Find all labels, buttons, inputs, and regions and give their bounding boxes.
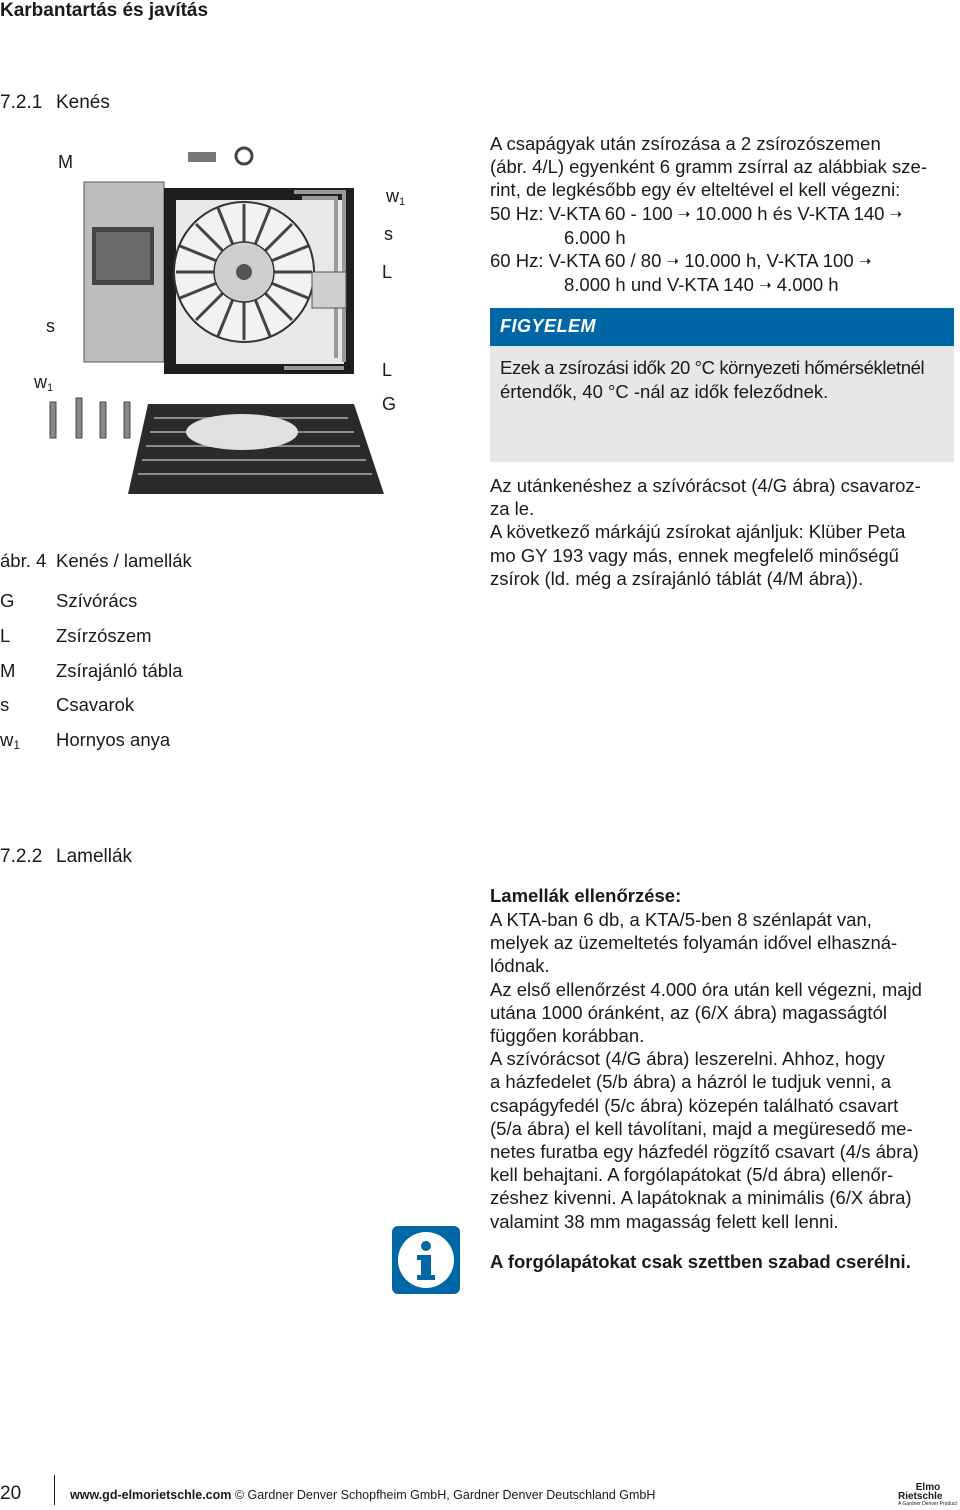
page-number: 20 — [0, 1483, 22, 1504]
text-line: zéshez kivenni. A lapátoknak a minimális (6/X ábra) — [490, 1187, 912, 1209]
text-line: 6.000 h — [564, 226, 626, 248]
text-line: melyek az üzemeltetés folyamán idővel elhaszná- — [490, 932, 898, 954]
regrease-paragraph — [490, 474, 921, 590]
caption-text: Zsírajánló tábla — [56, 660, 183, 681]
caption-item — [0, 729, 170, 752]
vanes-heading: Lamellák ellenőrzése: — [490, 885, 682, 906]
text-line: függően korábban. — [490, 1025, 645, 1047]
figure-label-w1-left-text: w — [34, 372, 47, 392]
figure-label-w1-top-sub: 1 — [399, 196, 406, 208]
figure-label-l-mid: L — [382, 360, 393, 380]
caption-key: M — [0, 660, 16, 681]
arrow-right-icon: ➝ — [858, 253, 872, 271]
section-title: Lamellák — [56, 846, 133, 867]
text-line: csapágyfedél (5/c ábra) közepén található csavart — [490, 1094, 899, 1116]
text-segment: 60 Hz: V-KTA 60 / 80 — [490, 250, 667, 272]
text-line: a házfedelet (5/b ábra) a házról le tudjuk venni, a — [490, 1071, 892, 1093]
page-header-title: Karbantartás és javítás — [0, 0, 209, 21]
footer-copyright: © Gardner Denver Schopfheim GmbH, Gardner Denver Deutschland GmbH — [231, 1488, 656, 1502]
text-line-60hz — [490, 249, 927, 273]
figure-label-s-left: s — [46, 316, 55, 336]
arrow-right-icon: ➝ — [759, 277, 772, 295]
figure-pump-lubrication — [34, 132, 464, 502]
caption-item — [0, 660, 182, 682]
footer-url[interactable]: www.gd-elmorietschle.com — [70, 1488, 232, 1502]
caption-text: Zsírzószem — [56, 625, 152, 646]
figure-caption — [0, 550, 192, 572]
caption-item — [0, 590, 137, 612]
caption-item — [0, 625, 152, 647]
text-line: A KTA-ban 6 db, a KTA/5-ben 8 szénlapát van, — [490, 909, 872, 930]
text-line: rint, de legkésőbb egy év elteltével el kell végezni: — [490, 179, 901, 201]
text-line: valamint 38 mm magasság felett kell lenni. — [490, 1210, 839, 1232]
text-line: Az első ellenőrzést 4.000 óra után kell végezni, majd — [490, 978, 922, 1000]
text-line: kell behajtani. A forgólapátokat (5/d ábra) ellenőr- — [490, 1164, 894, 1186]
elmo-rietschle-logo — [898, 1483, 958, 1509]
text-line: (5/a ábra) el kell távolítani, majd a megüresedő me- — [490, 1117, 913, 1139]
text-line: Az utánkenéshez a szívórácsot (4/G ábra) csavaroz- — [490, 475, 921, 496]
figure-label-l-top: L — [382, 262, 393, 282]
text-line: (ábr. 4/L) egyenként 6 gramm zsírral az alábbiak sze- — [490, 156, 927, 178]
text-segment: 10.000 h és V-KTA 140 — [690, 202, 890, 224]
arrow-right-icon: ➝ — [889, 205, 903, 223]
section-heading-lubrication — [0, 92, 110, 114]
text-line: A szívórácsot (4/G ábra) leszerelni. Ahhoz, hogy — [490, 1048, 885, 1070]
figure-label-w1-left — [34, 372, 53, 394]
footer-divider — [54, 1475, 55, 1505]
footer-text — [70, 1488, 655, 1502]
caption-text: Hornyos anya — [56, 729, 171, 750]
text-line: lódnak. — [490, 955, 550, 977]
caption-key: G — [0, 590, 15, 611]
figure-label-w1-top — [386, 186, 405, 208]
lubrication-paragraph — [490, 132, 927, 297]
caption-key-sub: 1 — [13, 738, 21, 752]
section-number: 7.2.1 — [0, 92, 43, 113]
logo-line: A Gardner Denver Product — [898, 1501, 957, 1507]
logo-line: Elmo — [915, 1482, 941, 1493]
warning-line: Ezek a zsírozási idők 20 °C környezeti hőmérsékletnél — [500, 357, 925, 378]
caption-key-text: w — [0, 729, 14, 750]
text-line-50hz — [490, 202, 927, 226]
info-glyph — [392, 1226, 460, 1294]
text-segment: 10.000 h, V-KTA 100 — [679, 250, 859, 272]
text-segment: 50 Hz: V-KTA 60 - 100 — [490, 202, 678, 224]
caption-prefix: ábr. 4 — [0, 550, 47, 571]
arrow-right-icon: ➝ — [677, 205, 691, 223]
text-line: netes furatba egy házfedél rögzítő csavart (4/s ábra) — [490, 1141, 919, 1163]
text-line-8000 — [490, 273, 927, 297]
warning-body — [490, 346, 954, 462]
figure-label-w1-left-sub: 1 — [47, 382, 54, 394]
caption-text: Csavarok — [56, 694, 135, 715]
vanes-note: A forgólapátokat csak szettben szabad cserélni. — [490, 1251, 911, 1272]
section-title: Kenés — [56, 92, 110, 113]
caption-key — [0, 729, 56, 752]
caption-title: Kenés / lamellák — [56, 550, 192, 571]
figure-label-w1-top-text: w — [386, 186, 399, 206]
info-icon — [392, 1226, 460, 1294]
section-number: 7.2.2 — [0, 846, 43, 867]
warning-line: értendők, 40 °C -nál az idők feleződnek. — [500, 380, 829, 402]
caption-key: L — [0, 625, 11, 646]
text-line: mo GY 193 vagy más, ennek megfelelő minőségű — [490, 544, 899, 566]
caption-text: Szívórács — [56, 590, 138, 611]
text-line: za le. — [490, 498, 535, 520]
arrow-right-icon: ➝ — [666, 253, 680, 271]
logo-line: Rietschle — [898, 1491, 943, 1502]
figure-label-m: M — [58, 152, 73, 172]
caption-key: s — [0, 694, 10, 715]
text-segment: 8.000 h und V-KTA 140 — [564, 274, 760, 296]
warning-heading: FIGYELEM — [490, 308, 954, 346]
section-heading-vanes — [0, 846, 132, 868]
text-segment: 4.000 h — [771, 274, 839, 296]
figure-label-g: G — [382, 394, 397, 414]
vanes-paragraph — [490, 908, 922, 1233]
figure-label-s-top: s — [384, 224, 393, 244]
text-line: A következő márkájú zsírokat ajánljuk: Klüber Peta — [490, 521, 906, 543]
caption-item — [0, 694, 134, 716]
text-line: zsírok (ld. még a zsírajánló táblát (4/M ábra)). — [490, 567, 864, 589]
text-line: utána 1000 óránként, az (6/X ábra) magasságtól — [490, 1001, 887, 1023]
text-line: A csapágyak után zsírozása a 2 zsírozószemen — [490, 133, 881, 154]
